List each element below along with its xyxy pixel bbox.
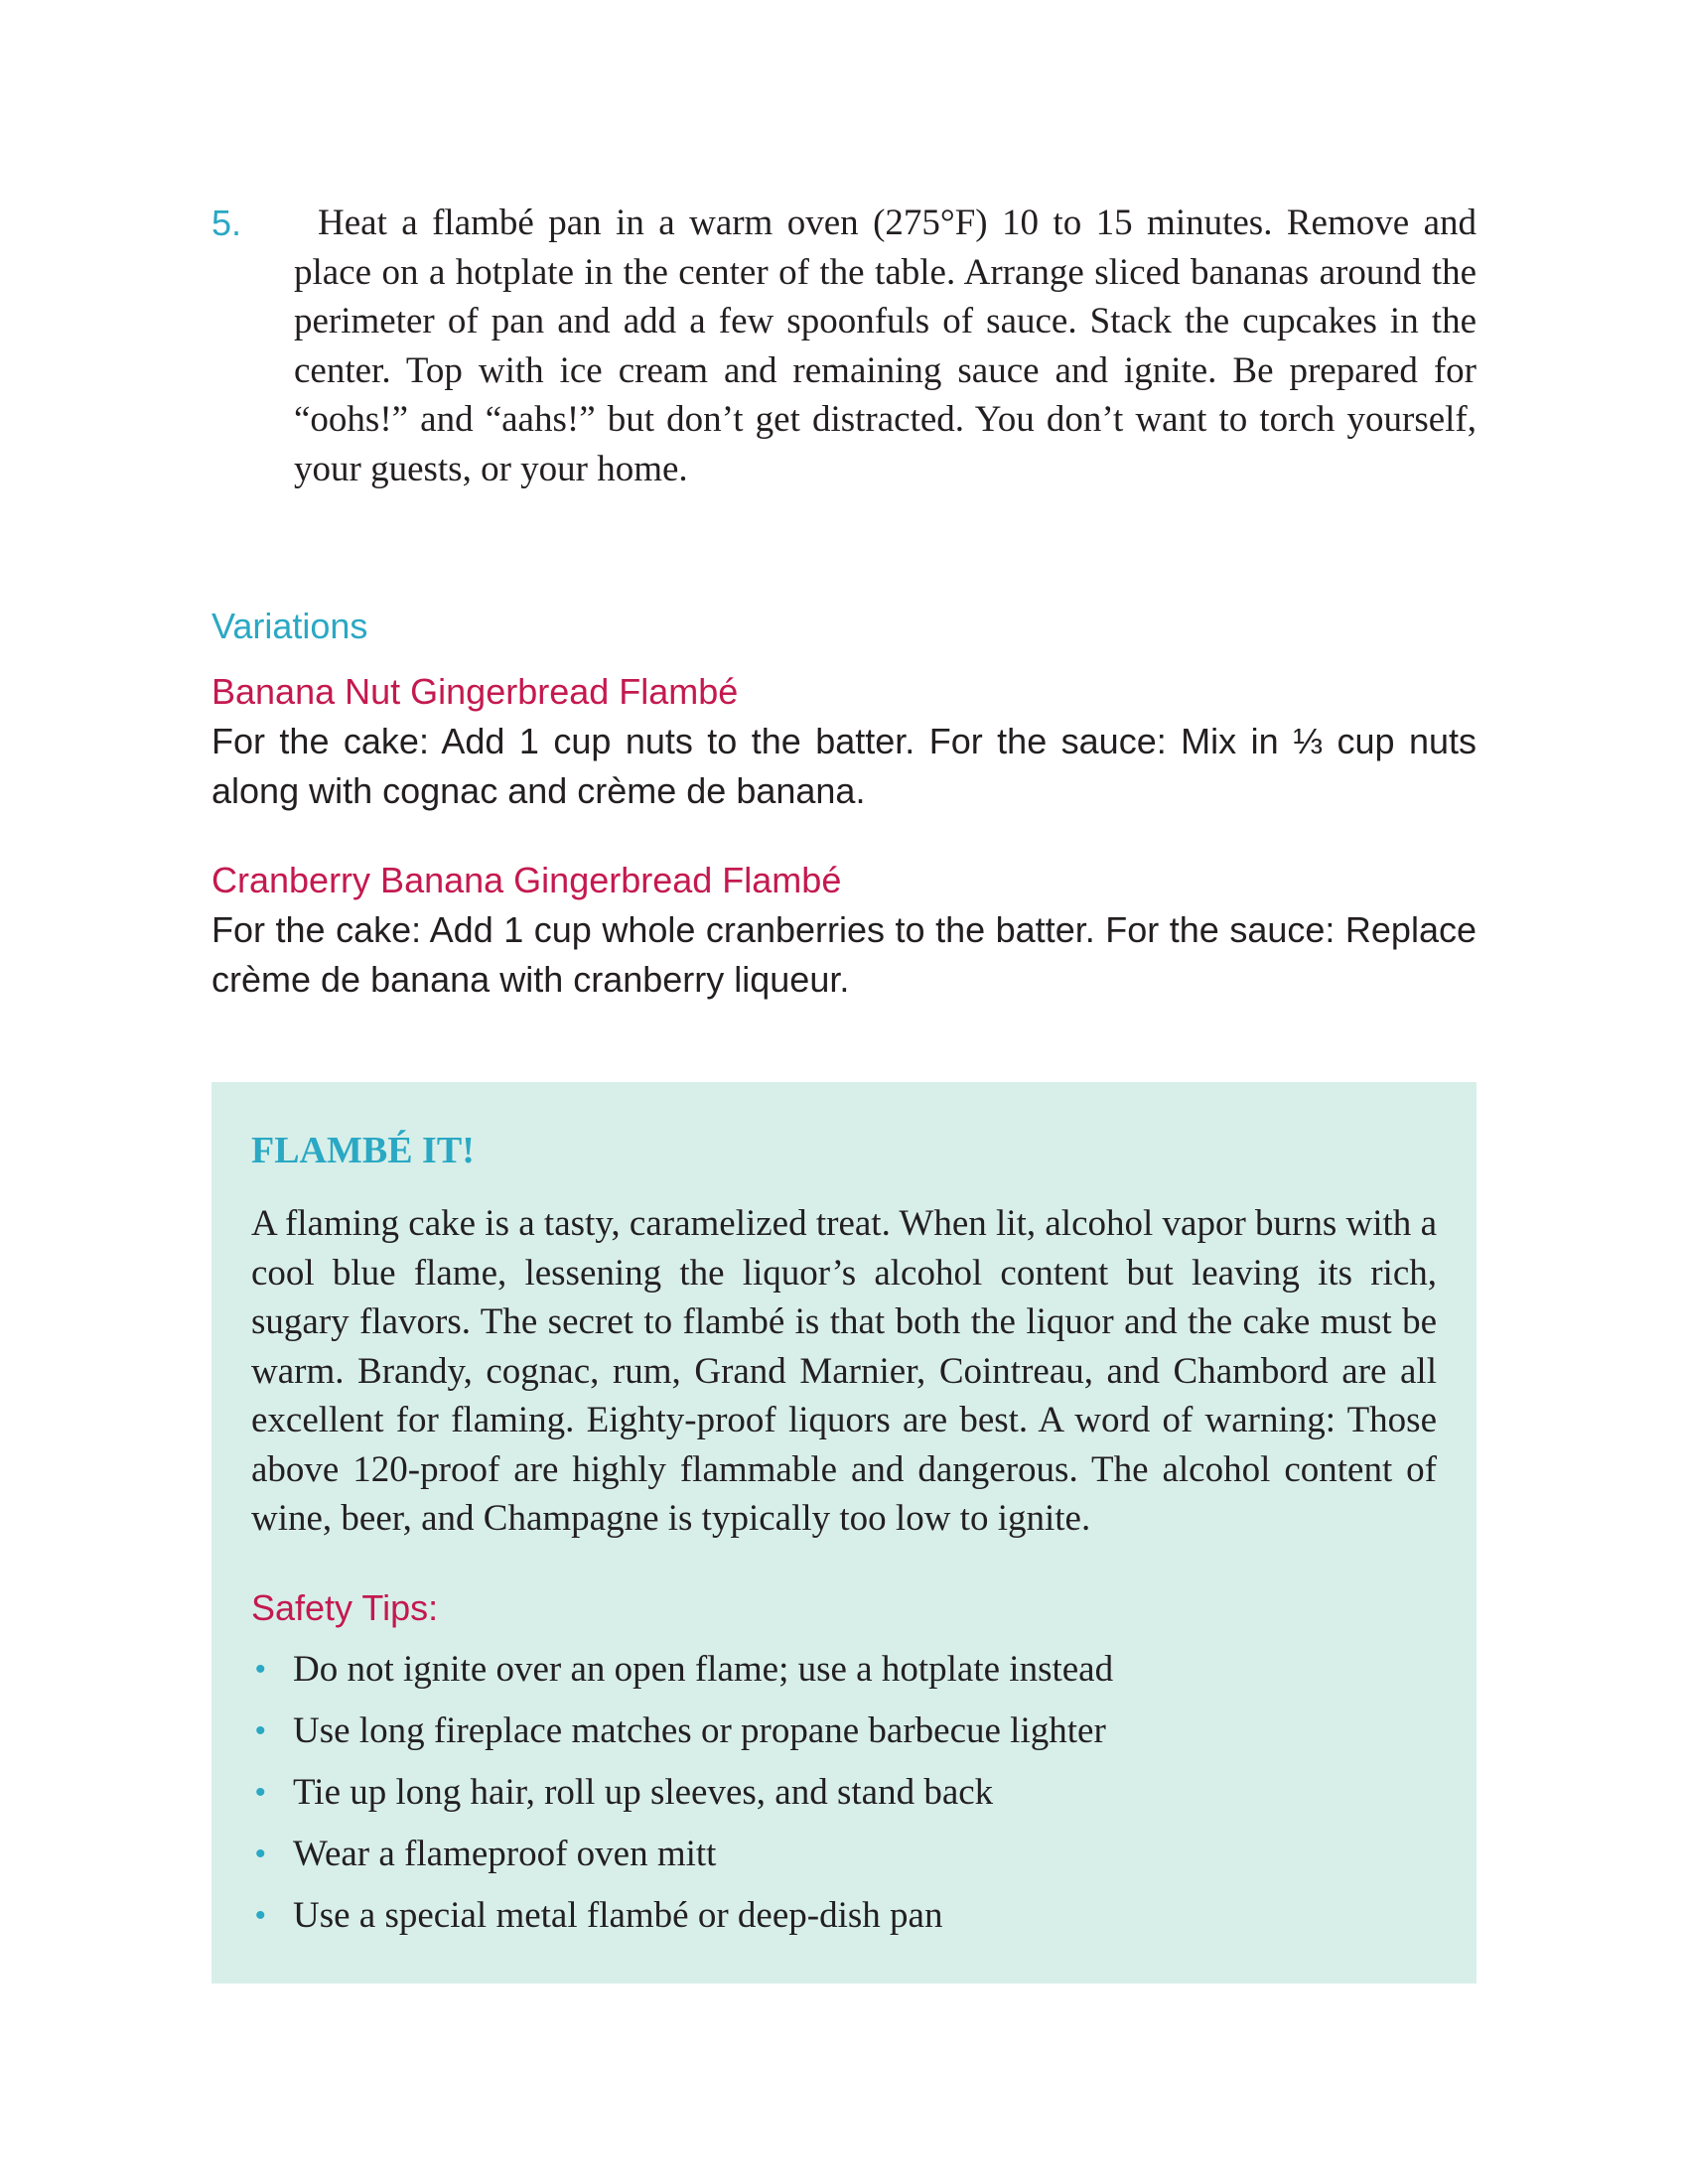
safety-tip-text: Do not ignite over an open flame; use a hotplate instead [293, 1648, 1114, 1690]
safety-tip-item [251, 1639, 1437, 1701]
safety-tips-heading: Safety Tips: [251, 1586, 439, 1628]
safety-tips-list [251, 1639, 1437, 1947]
safety-tip-item [251, 1762, 1437, 1824]
safety-tip-item [251, 1701, 1437, 1762]
variation-text: For the cake: Add 1 cup whole cranberries to the batter. For the sauce: Replace crème de banana with cranberry liqueur. [211, 909, 1477, 1000]
variation-banana-nut [211, 667, 1477, 816]
bullet-icon: • [255, 1713, 266, 1747]
safety-tip-text: Tie up long hair, roll up sleeves, and stand back [293, 1771, 994, 1813]
variation-title: Banana Nut Gingerbread Flambé [211, 671, 739, 712]
sidebar-text: A flaming cake is a tasty, caramelized treat. When lit, alcohol vapor burns with a cool blue flame, lessening the liquor’s alcohol content but leaving its rich, sugary flavors. The secret to flambé is that both the liquor and the cake must be warm. Brandy, cognac, rum, Grand Marnier, Cointreau, and Chambord are all excellent for flaming. Eighty-proof liquors are best. A word of warning: Those above 120-proof are highly flammable and dangerous. The alcohol content of wine, beer, and Champagne is typically too low to ignite. [251, 1203, 1437, 1539]
bullet-icon: • [255, 1775, 266, 1809]
sidebar-title: FLAMBÉ IT! [251, 1130, 475, 1171]
bullet-icon: • [255, 1898, 266, 1932]
variations-heading: Variations [211, 606, 368, 646]
safety-tip-text: Use long fireplace matches or propane barbecue lighter [293, 1709, 1106, 1751]
recipe-step-5 [211, 199, 1477, 493]
safety-tip-item [251, 1885, 1437, 1947]
variation-text: For the cake: Add 1 cup nuts to the batter. For the sauce: Mix in ⅓ cup nuts along with cognac and crème de banana. [211, 721, 1477, 811]
safety-tip-text: Wear a flameproof oven mitt [293, 1833, 717, 1874]
bullet-icon: • [255, 1837, 266, 1870]
safety-tip-text: Use a special metal flambé or deep-dish pan [293, 1894, 943, 1936]
step-number: 5. [211, 203, 242, 243]
safety-tip-item [251, 1824, 1437, 1885]
variation-cranberry-banana [211, 856, 1477, 1005]
variation-title: Cranberry Banana Gingerbread Flambé [211, 860, 842, 900]
step-text: Heat a flambé pan in a warm oven (275°F) 10 to 15 minutes. Remove and place on a hotplate in the center of the table. Arrange sliced bananas around the perimeter of pan and add a few spoonfuls of sauce. Stack the cupcakes in the center. Top with ice cream and remaining sauce and ignite. Be prepared for “oohs!” and “aahs!” but don’t get distracted. You don’t want to torch yourself, your guests, or your home. [294, 203, 1477, 489]
flambe-sidebar-box [211, 1082, 1477, 1983]
bullet-icon: • [255, 1652, 266, 1686]
